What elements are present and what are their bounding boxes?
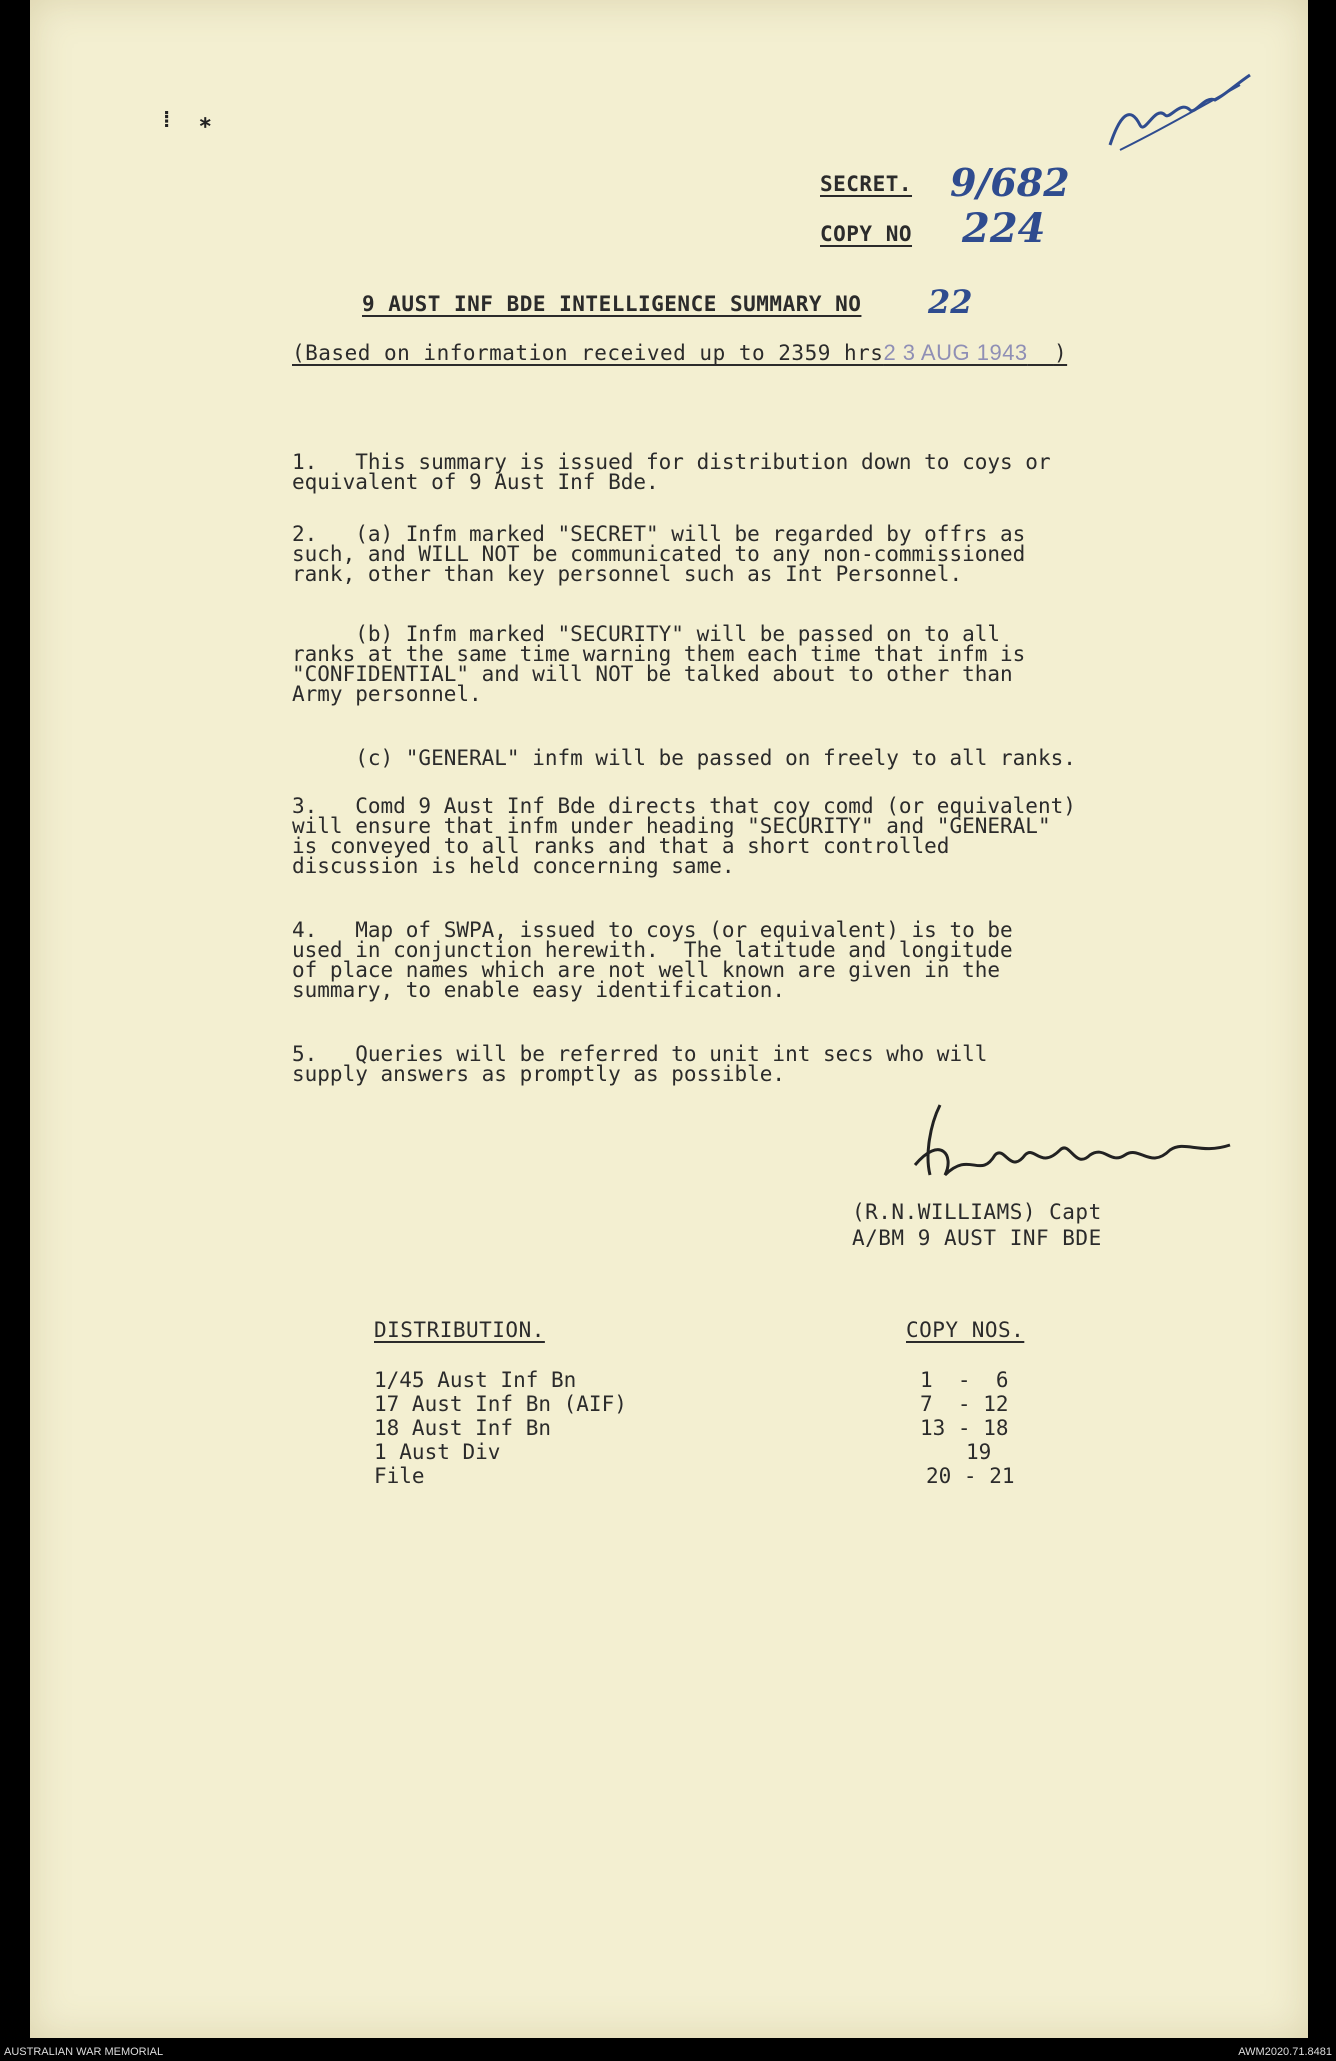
distribution-unit: 18 Aust Inf Bn	[374, 1416, 552, 1440]
distribution-copies: 13 - 18	[920, 1416, 1009, 1440]
distribution-unit: 1/45 Aust Inf Bn	[374, 1368, 577, 1392]
distribution-copies: 19	[966, 1440, 992, 1464]
document-page	[30, 0, 1308, 2038]
summary-title: 9 AUST INF BDE INTELLIGENCE SUMMARY NO	[362, 292, 862, 316]
paragraph-2a: 2. (a) Infm marked "SECRET" will be regarded by offrs as such, and WILL NOT be communicated to any non-commissioned rank, other than key personnel such as Int Personnel.	[292, 522, 1026, 586]
paragraph-2c: (c) "GENERAL" infm will be passed on freely to all ranks.	[292, 746, 1076, 770]
archive-footer	[0, 2044, 1336, 2061]
copy-nos-heading: COPY NOS.	[906, 1318, 1025, 1342]
distribution-heading: DISTRIBUTION.	[374, 1318, 545, 1342]
signatory-appointment: A/BM 9 AUST INF BDE	[852, 1226, 1102, 1250]
distribution-unit: 1 Aust Div	[374, 1440, 501, 1464]
footer-accession-number: AWM2020.71.8481	[1238, 2046, 1332, 2058]
summary-number-handwritten: 22	[928, 283, 973, 321]
distribution-unit: 17 Aust Inf Bn (AIF)	[374, 1392, 627, 1416]
paragraph-4: 4. Map of SWPA, issued to coys (or equivalent) is to be used in conjunction herewith. The latitude and longitude of place names which are not well known are given in the summary, to enable easy identification.	[292, 918, 1013, 1002]
secret-reference-handwritten: 9/682	[950, 160, 1070, 205]
signature-handwritten	[910, 1095, 1240, 1205]
distribution-copies: 20 - 21	[926, 1464, 1015, 1488]
footer-institution: AUSTRALIAN WAR MEMORIAL	[4, 2046, 164, 2058]
paragraph-2b: (b) Infm marked "SECURITY" will be passed on to all ranks at the same time warning them each time that infm is "CONFIDENTIAL" and will NOT be talked about to other than Army personnel.	[292, 622, 1026, 706]
paragraph-3: 3. Comd 9 Aust Inf Bde directs that coy comd (or equivalent) will ensure that infm under heading "SECURITY" and "GENERAL" is conveyed to all ranks and that a short controlled discussion is held concerning same.	[292, 794, 1076, 878]
distribution-copies: 1 - 6	[920, 1368, 1009, 1392]
copy-number-label: COPY NO	[820, 222, 913, 246]
distribution-unit: File	[374, 1464, 425, 1488]
based-on-line: (Based on information received up to 2359 hrs2 3 AUG 1943 )	[292, 340, 1068, 365]
signatory-name: (R.N.WILLIAMS) Capt	[852, 1200, 1102, 1224]
copy-number-handwritten: 224	[962, 205, 1046, 252]
paragraph-1: 1. This summary is issued for distribution down to coys or equivalent of 9 Aust Inf Bde.	[292, 450, 1051, 494]
date-stamp: 2 3 AUG 1943	[883, 340, 1028, 365]
margin-marks: ⁞ ⁎	[160, 108, 211, 133]
paragraph-5: 5. Queries will be referred to unit int secs who will supply answers as promptly as possible.	[292, 1042, 988, 1086]
initials-scrawl	[1100, 55, 1260, 165]
distribution-copies: 7 - 12	[920, 1392, 1009, 1416]
secret-label: SECRET.	[820, 172, 913, 196]
